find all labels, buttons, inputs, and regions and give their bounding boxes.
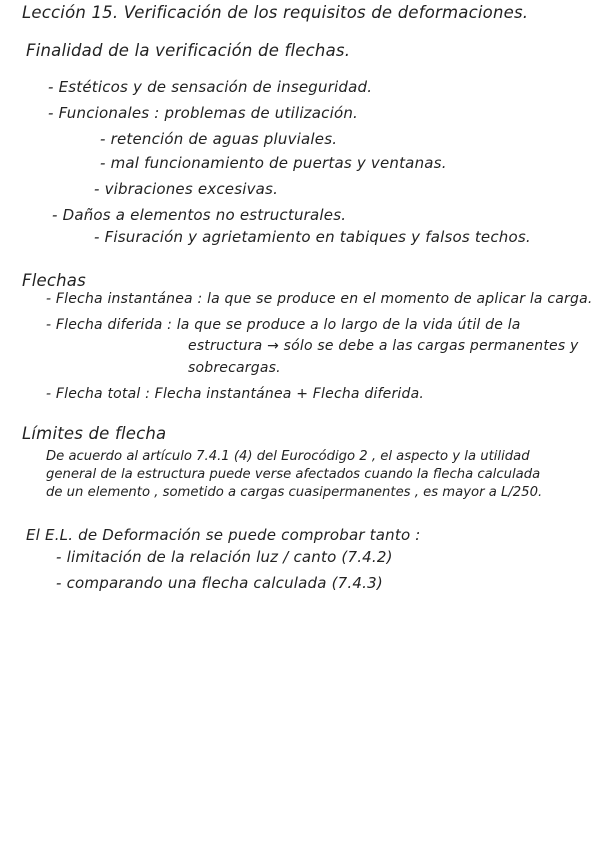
list-subitem: - retención de aguas pluviales. bbox=[100, 130, 338, 148]
list-item: - Flecha total : Flecha instantánea + Flecha diferida. bbox=[46, 386, 425, 402]
section-heading-flechas: Flechas bbox=[22, 271, 86, 290]
section-heading-el: El E.L. de Deformación se puede comprobar tanto : bbox=[26, 526, 421, 544]
list-subitem: - vibraciones excesivas. bbox=[94, 180, 279, 198]
list-item: - limitación de la relación luz / canto (7.4.2) bbox=[56, 548, 393, 566]
paragraph-line: de un elemento , sometido a cargas cuasipermanentes , es mayor a L/250. bbox=[46, 485, 543, 500]
list-subitem: - mal funcionamiento de puertas y ventanas. bbox=[100, 154, 447, 172]
paragraph-line: general de la estructura puede verse afectados cuando la flecha calculada bbox=[46, 467, 541, 482]
list-item: - Estéticos y de sensación de inseguridad. bbox=[48, 78, 373, 96]
list-subitem: - Fisuración y agrietamiento en tabiques y falsos techos. bbox=[94, 228, 531, 246]
list-item-continuation: sobrecargas. bbox=[188, 360, 281, 376]
list-item: - Flecha diferida : la que se produce a lo largo de la vida útil de la bbox=[46, 317, 521, 333]
section-heading-finalidad: Finalidad de la verificación de flechas. bbox=[26, 41, 351, 60]
section-heading-limites: Límites de flecha bbox=[22, 424, 167, 443]
list-item: - Daños a elementos no estructurales. bbox=[52, 206, 347, 224]
list-item: - Flecha instantánea : la que se produce en el momento de aplicar la carga. bbox=[46, 291, 593, 307]
list-item: - comparando una flecha calculada (7.4.3) bbox=[56, 574, 383, 592]
page-title: Lección 15. Verificación de los requisitos de deformaciones. bbox=[22, 3, 529, 22]
paragraph-line: De acuerdo al artículo 7.4.1 (4) del Eurocódigo 2 , el aspecto y la utilidad bbox=[46, 449, 530, 464]
list-item-continuation: estructura → sólo se debe a las cargas permanentes y bbox=[188, 338, 579, 354]
list-item: - Funcionales : problemas de utilización. bbox=[48, 104, 359, 122]
